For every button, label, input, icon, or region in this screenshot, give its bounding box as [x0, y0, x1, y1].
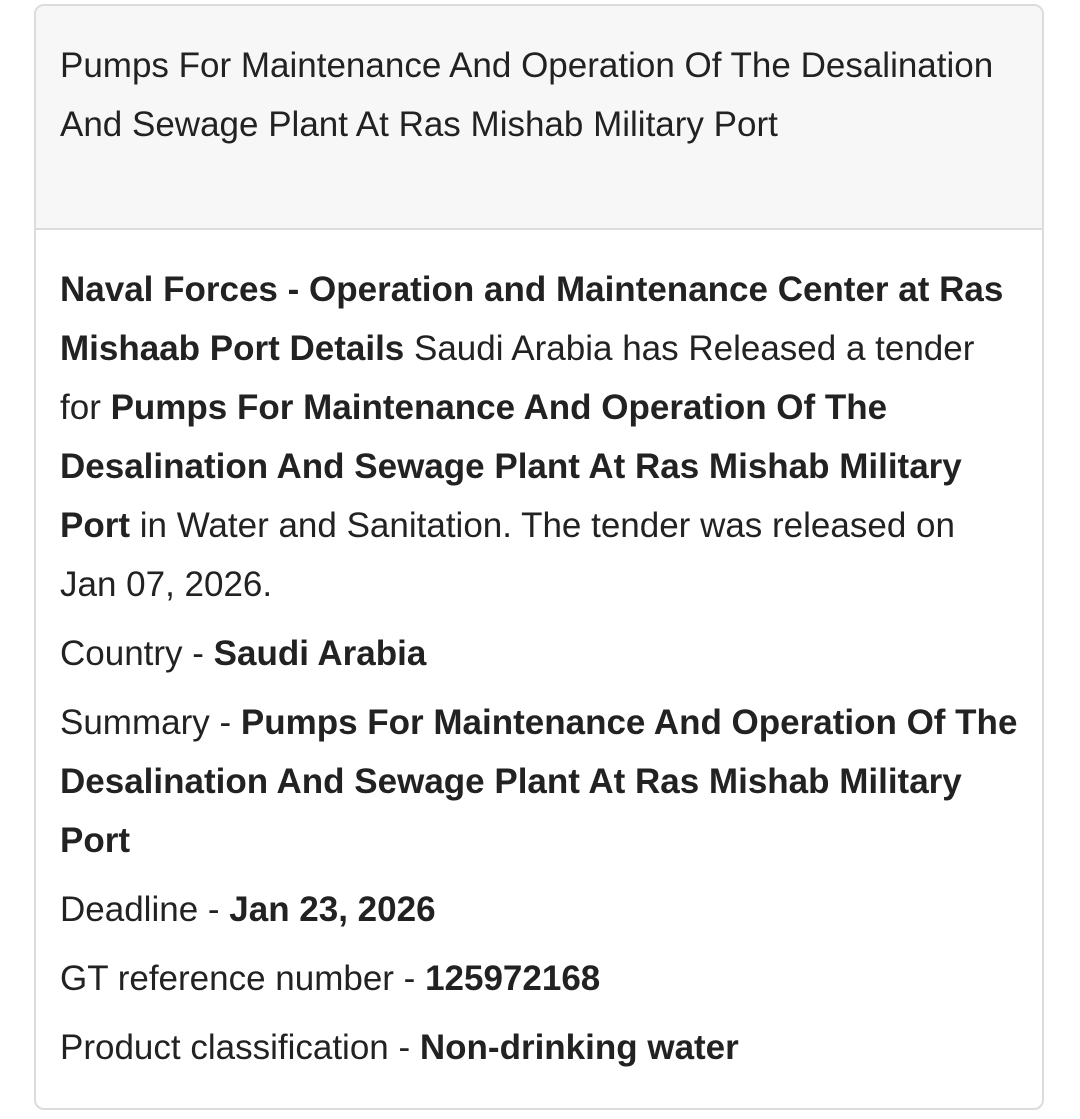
- deadline-value: Jan 23, 2026: [229, 890, 436, 929]
- reference-label: GT reference number -: [60, 959, 426, 998]
- tender-title[interactable]: Pumps For Maintenance And Operation Of The Desalination And Sewage Plant At Ras Mishab Military Port: [60, 46, 994, 144]
- country-label: Country -: [60, 634, 214, 673]
- classification-row: [60, 1018, 1018, 1077]
- tender-card-body: [36, 230, 1042, 1077]
- tender-name: Pumps For Maintenance And Operation Of The Desalination And Sewage Plant At Ras Mishab Military Port: [60, 388, 962, 545]
- classification-label: Product classification -: [60, 1028, 420, 1067]
- tender-card-header: [36, 6, 1042, 230]
- summary-row: [60, 693, 1018, 870]
- summary-label: Summary -: [60, 703, 241, 742]
- reference-row: [60, 949, 1018, 1008]
- summary-value: Pumps For Maintenance And Operation Of The Desalination And Sewage Plant At Ras Mishab Military Port: [60, 703, 1018, 860]
- tender-card: [34, 4, 1044, 1110]
- country-value: Saudi Arabia: [213, 634, 427, 673]
- country-row: [60, 624, 1018, 683]
- description-text-2: in Water and Sanitation. The tender was released on Jan 07, 2026.: [60, 506, 955, 604]
- deadline-row: [60, 880, 1018, 939]
- description-text-1: Saudi Arabia has Released a tender for: [60, 329, 975, 427]
- classification-value: Non-drinking water: [419, 1028, 739, 1067]
- reference-value: 125972168: [425, 959, 601, 998]
- deadline-label: Deadline -: [60, 890, 230, 929]
- tender-description: [60, 260, 1018, 614]
- organization-name: Naval Forces - Operation and Maintenance Center at Ras Mishaab Port Details: [60, 270, 1004, 368]
